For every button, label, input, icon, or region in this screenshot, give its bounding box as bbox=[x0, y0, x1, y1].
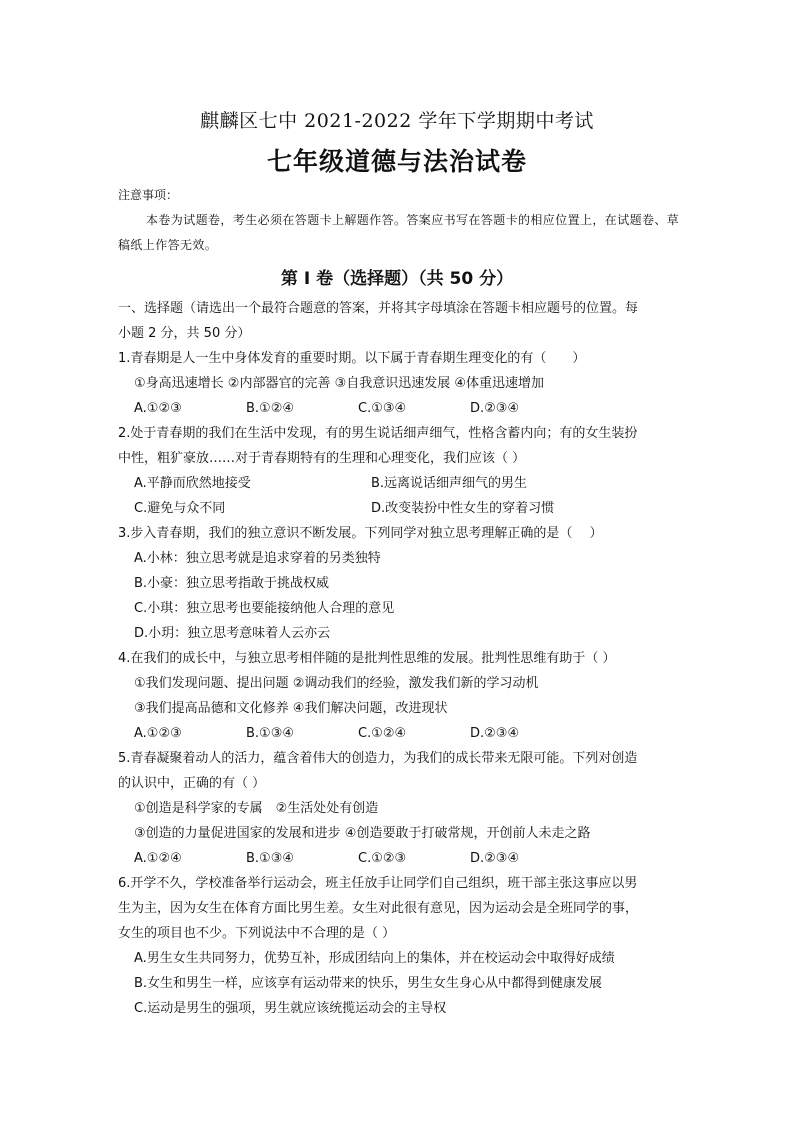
option-c: C.①②③ bbox=[358, 851, 407, 866]
option-c: C.运动是男生的强项，男生就应该统揽运动会的主导权 bbox=[134, 1001, 447, 1016]
question-items: ③我们提高品德和文化修养 ④我们解决问题，改进现状 bbox=[134, 701, 448, 716]
question-stem: 女生的项目也不少。下列说法中不合理的是（ ） bbox=[118, 926, 396, 941]
question-stem: 生为主，因为女生在体育方面比男生差。女生对此很有意见，因为运动会是全班同学的事， bbox=[118, 901, 639, 916]
section-instruction: 一、选择题（请选出一个最符合题意的答案，并将其字母填涂在答题卡相应题号的位置。每 bbox=[118, 301, 639, 316]
option-a: A.①②③ bbox=[134, 726, 182, 741]
option-c: C.①③④ bbox=[358, 401, 407, 416]
option-a: A.男生女生共同努力，优势互补，形成团结向上的集体，并在校运动会中取得好成绩 bbox=[134, 951, 615, 966]
option-d: D.②③④ bbox=[470, 726, 520, 741]
option-a: A.小林：独立思考就是追求穿着的另类独特 bbox=[134, 551, 381, 566]
option-c: C.避免与众不同 bbox=[134, 501, 226, 516]
question-stem: 2.处于青春期的我们在生活中发现，有的男生说话细声细气，性格含蓄内向；有的女生装扮 bbox=[118, 426, 638, 441]
question-stem: 5.青春凝聚着动人的活力，蕴含着伟大的创造力，为我们的成长带来无限可能。下列对创造 bbox=[118, 751, 638, 766]
exam-subtitle: 七年级道德与法治试卷 bbox=[266, 147, 527, 176]
section-title: 第 I 卷（选择题）（共 50 分） bbox=[280, 269, 514, 289]
question-stem: 4.在我们的成长中，与独立思考相伴随的是批判性思维的发展。批判性思维有助于（ ） bbox=[118, 651, 616, 666]
answer-options bbox=[118, 396, 678, 421]
question-items: ①创造是科学家的专属 ②生活处处有创造 bbox=[134, 801, 379, 816]
answer-options bbox=[118, 496, 678, 521]
option-b: B.女生和男生一样，应该享有运动带来的快乐，男生女生身心从中都得到健康发展 bbox=[134, 976, 603, 991]
answer-options bbox=[118, 471, 678, 496]
option-a: A.①②③ bbox=[134, 401, 182, 416]
question-stem: 6.开学不久，学校准备举行运动会，班主任放手让同学们自己组织，班干部主张这事应以男 bbox=[118, 876, 638, 891]
section-instruction: 小题 2 分，共 50 分） bbox=[118, 326, 251, 341]
notes-text: 本卷为试题卷，考生必须在答题卡上解题作答。答案应书写在答题卡的相应位置上，在试题卷、草稿纸上作答无效。 bbox=[118, 213, 680, 252]
option-c: C.小琪：独立思考也要能接纳他人合理的意见 bbox=[134, 601, 395, 616]
question-stem: 3.步入青春期，我们的独立意识不断发展。下列同学对独立思考理解正确的是（ ） bbox=[118, 526, 603, 541]
option-b: B.远离说话细声细气的男生 bbox=[371, 476, 528, 491]
question-stem: 1.青春期是人一生中身体发育的重要时期。以下属于青春期生理变化的有（ ） bbox=[118, 351, 586, 366]
option-b: B.小豪：独立思考指敢于挑战权威 bbox=[134, 576, 330, 591]
option-a: A.平静而欣然地接受 bbox=[134, 476, 251, 491]
option-b: B.①③④ bbox=[246, 851, 295, 866]
answer-options bbox=[118, 846, 678, 871]
notes-heading: 注意事项： bbox=[118, 188, 179, 202]
option-c: C.①②④ bbox=[358, 726, 407, 741]
option-a: A.①②④ bbox=[134, 851, 182, 866]
answer-options bbox=[118, 721, 678, 746]
question-stem: 中性，粗犷豪放……对于青春期特有的生理和心理变化，我们应该（ ） bbox=[118, 451, 526, 466]
option-b: B.①③④ bbox=[246, 726, 295, 741]
question-items: ③创造的力量促进国家的发展和进步 ④创造要敢于打破常规，开创前人未走之路 bbox=[134, 826, 591, 841]
option-b: B.①②④ bbox=[246, 401, 295, 416]
option-d: D.②③④ bbox=[470, 851, 520, 866]
option-d: D.②③④ bbox=[470, 401, 520, 416]
question-items: ①我们发现问题、提出问题 ②调动我们的经验，激发我们新的学习动机 bbox=[134, 676, 539, 691]
option-d: D.小玥：独立思考意味着人云亦云 bbox=[134, 626, 331, 641]
option-d: D.改变装扮中性女生的穿着习惯 bbox=[371, 501, 555, 516]
question-list bbox=[118, 296, 678, 1021]
question-items: ①身高迅速增长 ②内部器官的完善 ③自我意识迅速发展 ④体重迅速增加 bbox=[134, 376, 545, 391]
question-stem: 的认识中，正确的有（ ） bbox=[118, 776, 266, 791]
exam-title: 麒麟区七中 2021-2022 学年下学期期中考试 bbox=[200, 110, 594, 132]
